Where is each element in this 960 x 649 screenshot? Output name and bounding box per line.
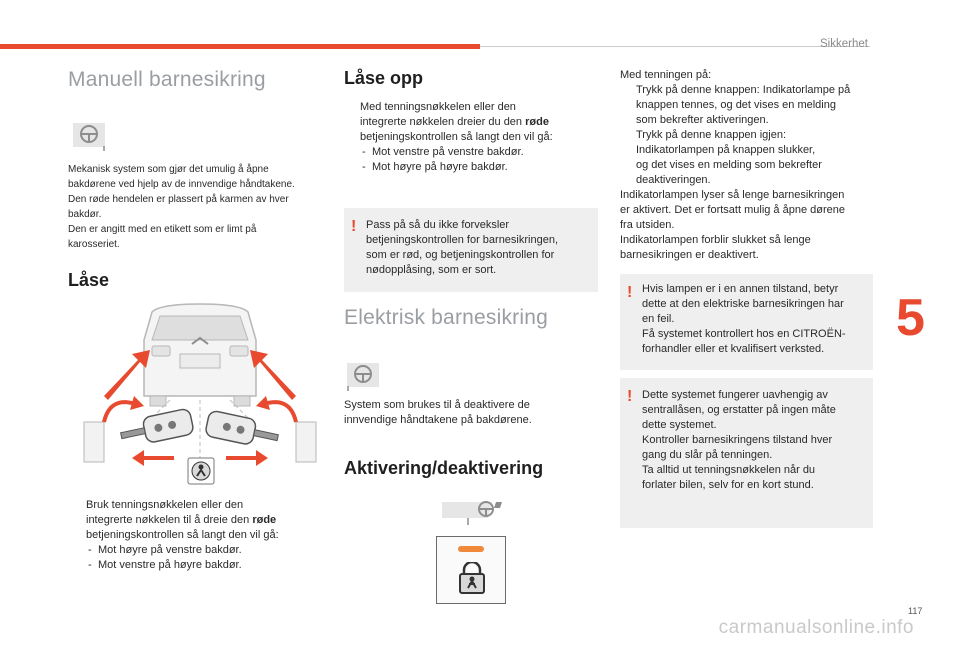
warning-icon: !	[627, 284, 633, 301]
intro-text: Mekanisk system som gjør det umulig å åpne bakdørene ved hjelp av de innvendige håndtakene. Den røde hendelen er plassert på karmen av hver bakdør. Den er angitt med en etikett som er limt på karosseriet.	[68, 164, 295, 250]
child-lock-illustration	[80, 300, 320, 485]
steering-wheel-icon	[344, 360, 380, 396]
warning-icon: !	[351, 218, 357, 235]
title-activation: Aktivering/deaktivering	[344, 458, 544, 478]
note-box-independent-system: ! Dette systemet fungerer uavhengig av sentrallåsen, og erstatter på ingen måte dette systemet. Kontroller barnesikringens tilstand hver gang du slår på tenningen. Ta alltid ut tenningsnøkkelen når du forlater bilen, selv for en kort stund.	[620, 378, 873, 528]
steering-wheel-icon	[70, 120, 106, 156]
unlock-instructions: Med tenningsnøkkelen eller den integrerte nøkkelen dreier du den røde betjeningskontrollen så langt den vil gå: - Mot venstre på venstre bakdør. - Mot høyre på høyre bakdør.	[360, 101, 553, 173]
activation-instructions: Med tenningen på: Trykk på denne knappen: Indikatorlampe på knappen tennes, og det vises en melding som bekrefter aktiveringen. Trykk på denne knappen igjen: Indikatorlampen på knappen slukker, og det vises en melding som bekrefter deaktiveringen. Indikatorlampen lyser så lenge barnesikringen er aktivert. Det er fortsatt mulig å åpne dørene fra utsiden. Indikatorlampen forblir slukket så lenge barnesikringen er deaktivert.	[620, 69, 851, 261]
indicator-lamp	[458, 546, 484, 552]
watermark: carmanualsonline.info	[718, 617, 914, 638]
warning-icon: !	[627, 388, 633, 405]
section-label: Sikkerhet	[820, 38, 868, 50]
title-lock: Låse	[68, 270, 110, 290]
electric-description: System som brukes til å deaktivere de innvendige håndtakene på bakdørene.	[344, 399, 532, 426]
header-rule	[480, 46, 870, 47]
note-box-fault: ! Hvis lampen er i en annen tilstand, betyr dette at den elektriske barnesikringen har en feil. Få systemet kontrollert hos en CITROËN- forhandler eller et kvalifisert verksted.	[620, 274, 873, 370]
lock-instructions: Bruk tenningsnøkkelen eller den integrerte nøkkelen til å dreie den røde betjeningskontrollen så langt den vil gå: - Mot høyre på venstre bakdør. - Mot venstre på høyre bakdør.	[86, 499, 279, 571]
title-electric-child-lock: Elektrisk barnesikring	[344, 306, 548, 329]
child-lock-button[interactable]	[436, 536, 506, 604]
chapter-number: 5	[896, 289, 925, 347]
header-accent-bar	[0, 44, 480, 49]
title-manual-child-lock: Manuell barnesikring	[68, 68, 266, 91]
title-unlock: Låse opp	[344, 68, 424, 88]
page-number: 117	[908, 606, 923, 616]
steering-wheel-icon	[440, 496, 506, 526]
note-box-confuse-controls: ! Pass på så du ikke forveksler betjeningskontrollen for barnesikringen, som er rød, og betjeningskontrollen for nødopplåsing, som er sort.	[344, 208, 598, 292]
child-lock-icon	[457, 562, 487, 599]
